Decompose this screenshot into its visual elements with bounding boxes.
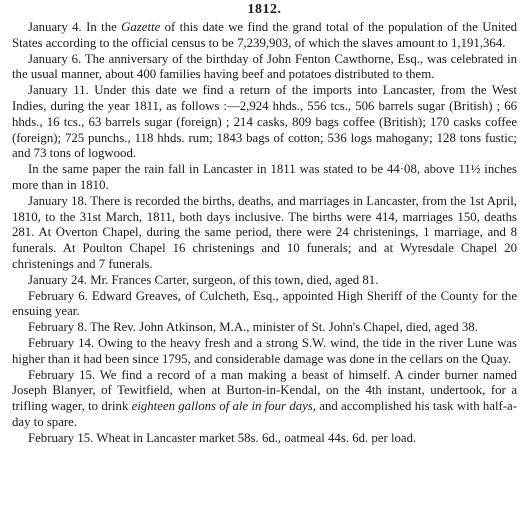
entry-rainfall: [12, 162, 517, 194]
entry-date: February 6.: [28, 288, 88, 303]
entry-italic-text: Gazette: [121, 20, 161, 34]
entry-text: of this date we find the grand total of the population of the United States according to the official census to be 7,239,903, of which the slaves amount to 1,191,364.: [12, 20, 518, 50]
entry-feb-6: [12, 289, 517, 321]
entry-text: In the same paper the rain fall in Lancaster in 1811 was stated to be 44·08, above 11½ inches more than in 1810.: [12, 162, 517, 192]
entry-text: In the: [86, 20, 117, 34]
entry-feb-8: [12, 320, 517, 336]
entry-text: Mr. Frances Carter, surgeon, of this town, died, aged 81.: [90, 272, 379, 287]
entry-text: and accomplished his task with half-a-day to spare.: [12, 399, 517, 429]
page-header-year: 1812.: [247, 2, 282, 17]
entry-date: January 6.: [28, 51, 82, 66]
entry-date: January 24.: [28, 272, 87, 287]
entry-feb-15-wheat: [12, 431, 517, 447]
entry-jan-4: [12, 20, 517, 52]
entry-jan-24: [12, 273, 517, 289]
entry-date: January 4.: [28, 20, 82, 34]
entry-text: The anniversary of the birthday of John Fenton Cawthorne, Esq., was celebrated in the usual manner, about 400 families having beef and potatoes distributed to them.: [12, 51, 518, 82]
entry-text: Edward Greaves, of Culcheth, Esq., appointed High Sheriff of the County for the ensuing year.: [12, 288, 518, 319]
entry-text: Under this date we find a return of the imports into Lancaster, from the West Indies, during the year 1811, as follows :—2,924 hhds., 556 tcs., 506 barrels sugar (British) ; 66 hhds., 16 tcs., 63 barrels sugar (foreign) ; 214 casks, 809 bags coffee (British); 170 casks coffee (foreign); 725 punchs., 118 hhds. rum; 1843 bags of cotton; 536 logs mahogany; 128 tons fustic; and 73 tons of logwood.: [12, 83, 517, 161]
entry-feb-15-beast: [12, 368, 517, 431]
entry-date: January 18.: [28, 193, 88, 208]
entry-jan-18: [12, 194, 517, 273]
entry-text: The Rev. John Atkinson, M.A., minister of St. John's Chapel, died, aged 38.: [89, 320, 478, 335]
entry-date: February 14.: [28, 335, 95, 350]
entry-italic-text: eighteen gallons of ale in four days,: [131, 399, 316, 414]
entry-text: Wheat in Lancaster market 58s. 6d., oatmeal 44s. 6d. per load.: [96, 430, 417, 445]
entry-jan-6: [12, 52, 517, 84]
entry-date: February 8.: [28, 320, 87, 335]
entry-jan-11: [12, 83, 517, 162]
entry-date: February 15.: [28, 430, 94, 445]
entry-text: We find a record of a man making a beast of himself. A cinder burner named Joseph Blanyer, of Tewitfield, when at Burton-in-Kendal, on the 4th instant, undertook, for a trifling wager, to drink: [12, 367, 517, 414]
entry-date: January 11.: [28, 83, 89, 98]
entry-date: February 15.: [28, 367, 96, 382]
entry-feb-14: [12, 336, 517, 368]
entry-text: Owing to the heavy fresh and a strong S.W. wind, the tide in the river Lune was higher than it had been since 1795, and considerable damage was done in the cellars on the Quay.: [12, 335, 518, 366]
entry-text: There is recorded the births, deaths, and marriages in Lancaster, from the 1st April, 1810, to the 31st March, 1811, both days inclusive. The births were 414, marriages 150, deaths 281. At Overton Chapel, during the same period, there were 24 christenings, 1 marriage, and 8 funerals. At Poulton Chapel 16 christenings and 10 funerals; and at Wyresdale Chapel 20 christenings and 7 funerals.: [12, 193, 518, 271]
